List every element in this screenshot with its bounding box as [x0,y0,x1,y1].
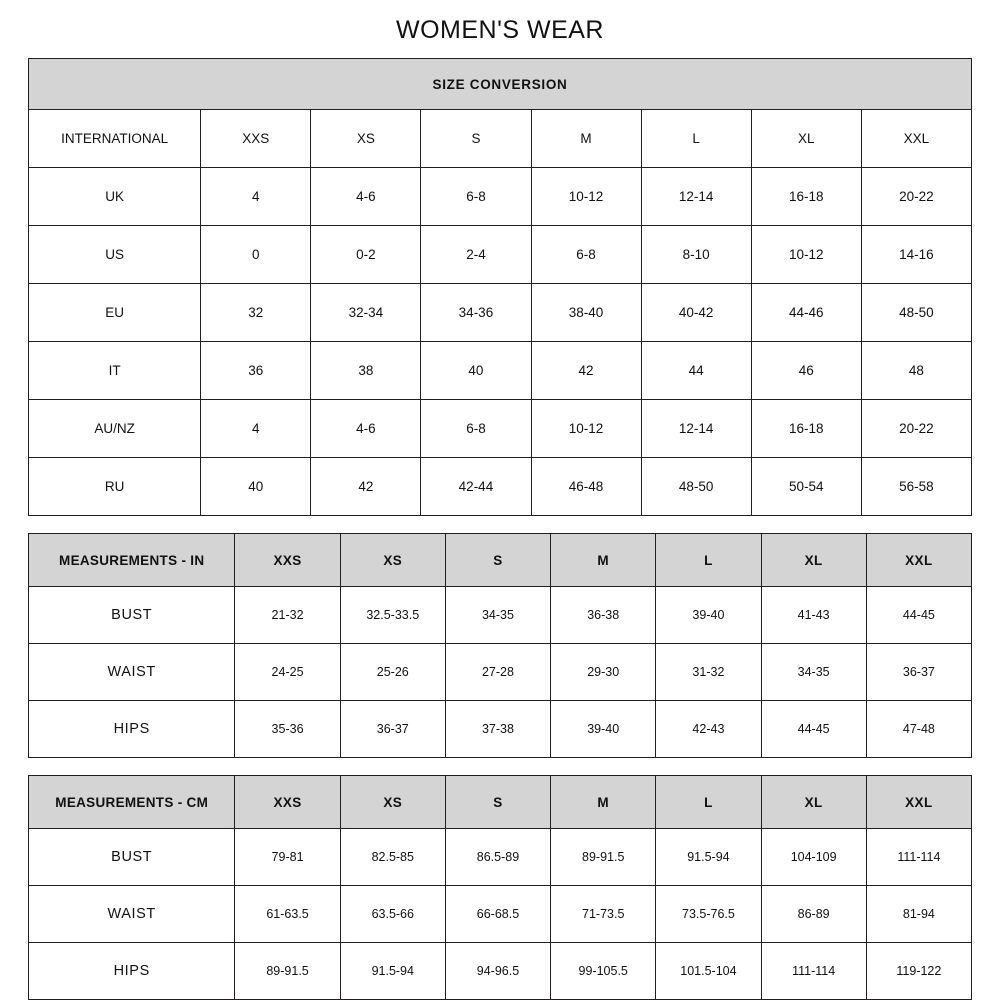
measurements-cm-table [28,775,972,1000]
cell-value: 36-37 [866,644,971,701]
cell-value: 35-36 [235,701,340,758]
cell-value: 81-94 [866,886,971,943]
cell-value: 2-4 [421,226,531,284]
cell-value: 40 [201,458,311,516]
cell-value: 36 [201,342,311,400]
cell-value: 46-48 [531,458,641,516]
cell-value: 73.5-76.5 [656,886,761,943]
cell-value: 36-37 [340,701,445,758]
cell-value: 111-114 [761,943,866,1000]
table-row [29,701,972,758]
row-label: WAIST [29,886,235,943]
cell-value: 14-16 [861,226,971,284]
cell-value: 10-12 [751,226,861,284]
measurements-cm-header-xl: XL [761,776,866,829]
table-row [29,829,972,886]
cell-value: 56-58 [861,458,971,516]
row-label: US [29,226,201,284]
cell-value: 16-18 [751,400,861,458]
measurements-in-header-row [29,534,972,587]
cell-value: 94-96.5 [445,943,550,1000]
cell-value: 6-8 [531,226,641,284]
measurements-in-header-xxl: XXL [866,534,971,587]
cell-value: 61-63.5 [235,886,340,943]
cell-value: 86-89 [761,886,866,943]
row-label: EU [29,284,201,342]
table-row [29,284,972,342]
measurements-cm-header-m: M [551,776,656,829]
cell-value: 4 [201,400,311,458]
conversion-header-xs: XS [311,110,421,168]
table-row [29,943,972,1000]
table-row [29,644,972,701]
cell-value: 89-91.5 [551,829,656,886]
cell-value: 111-114 [866,829,971,886]
cell-value: 42 [311,458,421,516]
conversion-header-international: INTERNATIONAL [29,110,201,168]
measurements-in-header-l: L [656,534,761,587]
table-row [29,400,972,458]
conversion-banner-row [29,59,972,110]
cell-value: 63.5-66 [340,886,445,943]
row-label: HIPS [29,943,235,1000]
measurements-cm-header-xxl: XXL [866,776,971,829]
cell-value: 40-42 [641,284,751,342]
table-row [29,886,972,943]
cell-value: 25-26 [340,644,445,701]
cell-value: 42-43 [656,701,761,758]
cell-value: 89-91.5 [235,943,340,1000]
cell-value: 104-109 [761,829,866,886]
conversion-header-m: M [531,110,641,168]
conversion-header-xxl: XXL [861,110,971,168]
cell-value: 20-22 [861,168,971,226]
cell-value: 34-35 [445,587,550,644]
cell-value: 99-105.5 [551,943,656,1000]
cell-value: 29-30 [551,644,656,701]
table-row [29,226,972,284]
measurements-cm-header-l: L [656,776,761,829]
row-label: RU [29,458,201,516]
cell-value: 44-45 [866,587,971,644]
cell-value: 37-38 [445,701,550,758]
cell-value: 47-48 [866,701,971,758]
cell-value: 46 [751,342,861,400]
cell-value: 36-38 [551,587,656,644]
cell-value: 34-36 [421,284,531,342]
cell-value: 16-18 [751,168,861,226]
table-row [29,342,972,400]
cell-value: 6-8 [421,168,531,226]
conversion-header-xxs: XXS [201,110,311,168]
conversion-header-xl: XL [751,110,861,168]
measurements-in-header-s: S [445,534,550,587]
cell-value: 101.5-104 [656,943,761,1000]
cell-value: 32 [201,284,311,342]
cell-value: 4 [201,168,311,226]
cell-value: 10-12 [531,168,641,226]
cell-value: 39-40 [551,701,656,758]
table-row [29,587,972,644]
cell-value: 38 [311,342,421,400]
cell-value: 31-32 [656,644,761,701]
cell-value: 91.5-94 [340,943,445,1000]
cell-value: 71-73.5 [551,886,656,943]
measurements-in-header-xl: XL [761,534,866,587]
cell-value: 21-32 [235,587,340,644]
table-row [29,458,972,516]
conversion-header-row [29,110,972,168]
size-conversion-table [28,58,972,516]
cell-value: 44-45 [761,701,866,758]
cell-value: 79-81 [235,829,340,886]
cell-value: 10-12 [531,400,641,458]
cell-value: 86.5-89 [445,829,550,886]
cell-value: 32.5-33.5 [340,587,445,644]
cell-value: 6-8 [421,400,531,458]
measurements-inches-table [28,533,972,758]
measurements-cm-header-xs: XS [340,776,445,829]
cell-value: 32-34 [311,284,421,342]
cell-value: 44-46 [751,284,861,342]
page-title: WOMEN'S WEAR [396,16,604,44]
cell-value: 8-10 [641,226,751,284]
row-label: HIPS [29,701,235,758]
measurements-cm-title: MEASUREMENTS - CM [29,776,235,829]
cell-value: 4-6 [311,400,421,458]
conversion-banner-label: SIZE CONVERSION [29,59,972,110]
cell-value: 40 [421,342,531,400]
cell-value: 12-14 [641,168,751,226]
cell-value: 44 [641,342,751,400]
measurements-in-title: MEASUREMENTS - IN [29,534,235,587]
cell-value: 20-22 [861,400,971,458]
cell-value: 48-50 [641,458,751,516]
measurements-in-header-xxs: XXS [235,534,340,587]
cell-value: 39-40 [656,587,761,644]
row-label: WAIST [29,644,235,701]
cell-value: 48-50 [861,284,971,342]
cell-value: 34-35 [761,644,866,701]
cell-value: 42 [531,342,641,400]
measurements-in-header-xs: XS [340,534,445,587]
cell-value: 42-44 [421,458,531,516]
cell-value: 66-68.5 [445,886,550,943]
row-label: AU/NZ [29,400,201,458]
row-label: UK [29,168,201,226]
cell-value: 12-14 [641,400,751,458]
cell-value: 0-2 [311,226,421,284]
cell-value: 48 [861,342,971,400]
row-label: IT [29,342,201,400]
cell-value: 82.5-85 [340,829,445,886]
measurements-cm-header-s: S [445,776,550,829]
row-label: BUST [29,587,235,644]
cell-value: 38-40 [531,284,641,342]
cell-value: 27-28 [445,644,550,701]
cell-value: 24-25 [235,644,340,701]
measurements-in-header-m: M [551,534,656,587]
cell-value: 119-122 [866,943,971,1000]
cell-value: 0 [201,226,311,284]
cell-value: 41-43 [761,587,866,644]
measurements-cm-header-xxs: XXS [235,776,340,829]
cell-value: 4-6 [311,168,421,226]
table-row [29,168,972,226]
cell-value: 91.5-94 [656,829,761,886]
measurements-cm-header-row [29,776,972,829]
conversion-header-l: L [641,110,751,168]
conversion-header-s: S [421,110,531,168]
cell-value: 50-54 [751,458,861,516]
row-label: BUST [29,829,235,886]
